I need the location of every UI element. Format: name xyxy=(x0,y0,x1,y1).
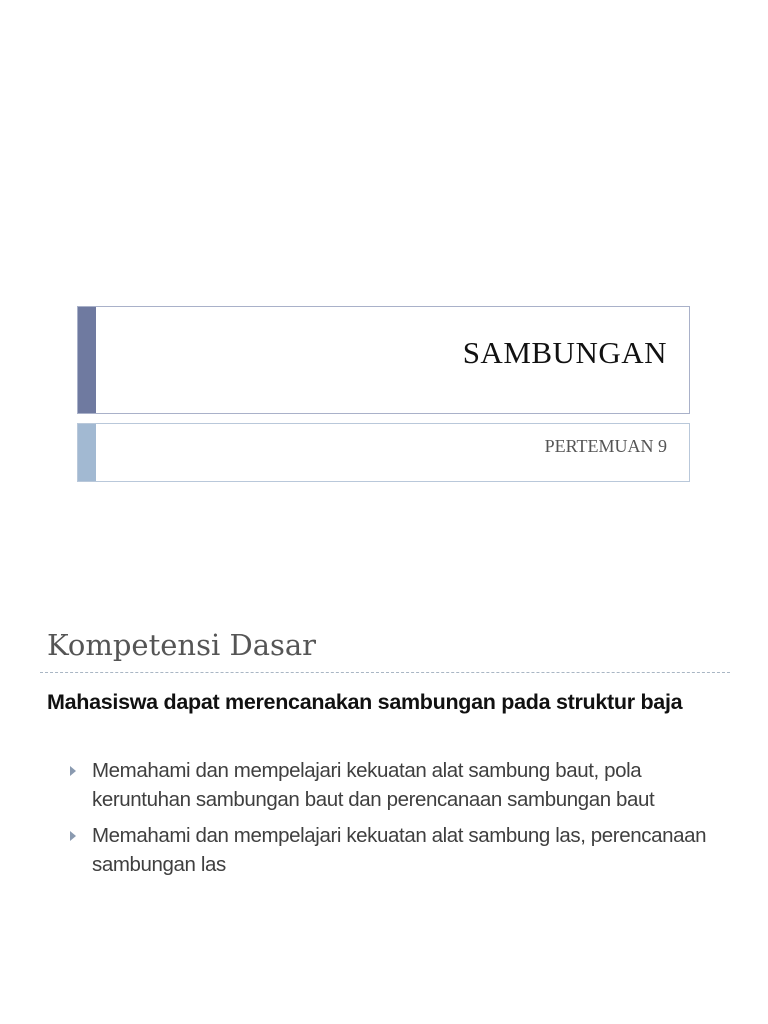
bullet-list xyxy=(70,756,730,886)
triangle-bullet-icon xyxy=(70,766,76,776)
subtitle-box xyxy=(77,423,690,482)
subtitle-accent-bar xyxy=(78,424,96,481)
title-accent-bar xyxy=(78,307,96,413)
slide-subtitle: PERTEMUAN 9 xyxy=(544,436,667,456)
lead-text: Mahasiswa dapat merencanakan sambungan pada struktur baja xyxy=(47,690,683,714)
triangle-bullet-icon xyxy=(70,831,76,841)
section-heading: Kompetensi Dasar xyxy=(47,628,317,662)
heading-divider xyxy=(40,672,730,673)
slide-title: SAMBUNGAN xyxy=(462,335,667,370)
bullet-text: Memahami dan mempelajari kekuatan alat sambung las, perencanaan sambungan las xyxy=(92,824,707,876)
bullet-text: Memahami dan mempelajari kekuatan alat sambung baut, pola keruntuhan sambungan baut dan perencanaan sambungan baut xyxy=(92,759,655,811)
title-box xyxy=(77,306,690,414)
list-item xyxy=(70,821,730,879)
list-item xyxy=(70,756,730,814)
